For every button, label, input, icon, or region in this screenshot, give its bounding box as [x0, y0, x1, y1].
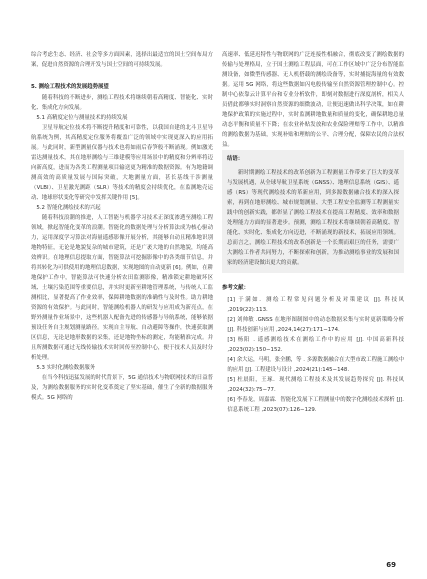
section-5-heading: 5. 测绘工程技术的发展趋势展望 [31, 84, 109, 90]
references-list [222, 295, 404, 415]
section-5-3-heading: 5.3 实时化测绘数据服务 [36, 365, 96, 371]
section-5-2-heading: 5.2 智能化测绘技术的兴起 [36, 205, 101, 211]
conclusion-heading: 结语： [227, 156, 244, 162]
references-heading: 参考文献： [222, 285, 249, 291]
right-column [222, 50, 404, 415]
section-5-1-paragraph: 卫星导航定位技术将不断提升精度和可靠性，以我国自建的北斗卫星导航系统为例，其高精度定位服务将覆盖广泛的领域中实现更深入的应用拓展。与此同时，新型测量仪器与技术也将如雨后春笋般不断涌现。例如激光雷达测量技术，其在地形测绘与三维建模等应用场景中的精度和分辨率将迈向新高度，进而为各类工程测量项目输送更为精准的数据资源。有为地籍调测高效的高质量发展与国际突破，大地测量方面，甚长基线干涉测量（VLBI）、卫星激光测距（SLR）等技术的精度会持续优化，在监测地壳运动、地球形状变化等研究中发挥关键作用 [5]。 [31, 125, 213, 201]
continued-paragraph: 高速率、低延迟特性与物联网的广泛连接性相融合，彻底改变了测绘数据的传输与处理格局，立于国土测绘工程层面，可在工作区域中广泛分布智能监测设备，如微型传感器、无人机搭载的测绘设备等，实时捕捉海量的有效数据。运用 5G 网络，将这些数据如闪电般传输至自然资源管理控制中心。控制中心依靠云计算平台和专业分析软件，即刻对数据进行深度剖析，相关人员借此都够实时洞察自然资源的细微波动，让便迅速做出科学决策，如在耕地保护政策的实施过程中，实时监测耕地数量和质量的变化，确保耕地总量动态平衡和质量不下降；在农业补贴发放和农业保险理赔等工作中，以精准的测绘数据为基础，实现补贴和理赔的公平、合理分配，保障农民的合法权益。 [222, 52, 404, 148]
page-number: 69 [386, 561, 396, 569]
reference-item: [3] 杨阳 . 遥感测绘技术在测绘工作中的应用 [J]. 中国高新科技 ,2023(02):150−152. [227, 337, 404, 353]
conclusion-paragraph: 新时期测绘工程技术的改革创新为工程测量工作带来了巨大的变革与发展机遇，从全球导航卫星系统（GNSS）、地理信息系统（GIS）、遥感（RS）等现代测绘技术的革新应用，到多源数据融合技术的深入探索，再到在地形测绘、城市规划测量、大型工程安全监测等工程测量实践中的创新实践，都彰显了测绘工程技术在提高工程精度、效率和数据处理能力方面的显著进步。预测，测绘工程技术将继续朝着高精度、智能化、实时化、集成化方向迈进，不断涌现的新技术，拓展应用领域。总而言之，测绘工程技术的改革创新是一个长期而艰巨的任务，需要广大测绘工作者共同努力，不断探索和创新，为推动测绘事业的发展和国家的经济建设做出更大的贡献。 [227, 170, 399, 266]
section-5-2-paragraph: 随着科技浪潮的推进，人工智能与机器学习技术正深度渗透至测绘工程领域，掀起智能化变革的浪潮。智能化的数据处理与分析算法成为核心驱动力，运用深度学习算法对海量遥感影像开展分析，其能够自动且精准地识别地物特征，无论是地貌复杂的城市建筑，还是广袤大地的自然地貌，均能高效辨识。在地理信息提取方面，智能算法可挖掘影像中的各类细节信息，并将其转化为可供使用的地理信息数据，实现地图的自动更新 [6]。例如，在耕地保护工作中，智能算法可快速分析农田监测影像，精准锁定耕地破坏区域、土壤污染范围等重要信息，并实时更新至耕地管理系统，与传统人工监测相比，显著提高了作业效率，保障耕地数据的准确性与及时性。助力耕地资源的有效保护。与此同时，智能测绘机器人的研发与应用成为新亮点，在野外测量作业场景中，这些机器人配备先进的传感器与导航系统，能够依据预设任务自主规划测量路径。实现自主导航、自动避障等操作，快速获取测区信息，无论是地形数据的采集，还是地物坐标的测定，均能精准完成。并且所测数据可通过无线传输技术实时回传至控制中心，便于技术人员及时分析处理。 [31, 215, 213, 361]
section-5-3-paragraph: 在当今科技迅猛发展的时代背景下，5G 通信技术与物联网技术的日益普及，为测绘数据服务的实时化变革奠定了坚实基础，催生了全新的数据服务模式。5G 网络的 [31, 375, 213, 401]
conclusion-box [222, 150, 404, 273]
reference-item: [1] 于满如．测绘工程常见问题分析及对策建议 [J]. 科技风 ,2019(22):113. [227, 297, 404, 313]
reference-item: [2] 刘帅敏 .GNSS 在地形图制图中的动态数据采集与实时更新策略分析 [J]. 科技创新与应用 ,2024,14(27):171−174. [227, 317, 404, 333]
intro-paragraph: 综合考虑生态、经济、社会等多方面因素，选择出最适宜的国土空间布局方案，促进自然资源的合理开发与国土空间的可持续发展。 [31, 52, 213, 68]
section-5-1-heading: 5.1 高精度定位与测量技术的持续发展 [36, 115, 128, 121]
section-5-paragraph: 随着科技的不断进步，测绘工程技术将继续朝着高精度、智能化、实时化、集成化方向发展。 [31, 95, 213, 111]
left-column [31, 50, 213, 403]
reference-item: [5] 杜晨阳，王琢．现代测绘工程技术及其发展趋势探究 [J]. 科技风 ,2024(32):75−77. [227, 377, 404, 393]
reference-item: [6] 李春龙，周嘉霖．智能化发展下工程测量中的数字化测绘技术探析 [J]. 信息系统工程 ,2023(07):126−129. [227, 397, 404, 413]
reference-item: [4] 余大运，马明，张全鹏，等 . 多源数据融合在大型市政工程施工测绘中的应用 [J]. 工程建设与设计 ,2024(21):145−148. [227, 357, 404, 373]
